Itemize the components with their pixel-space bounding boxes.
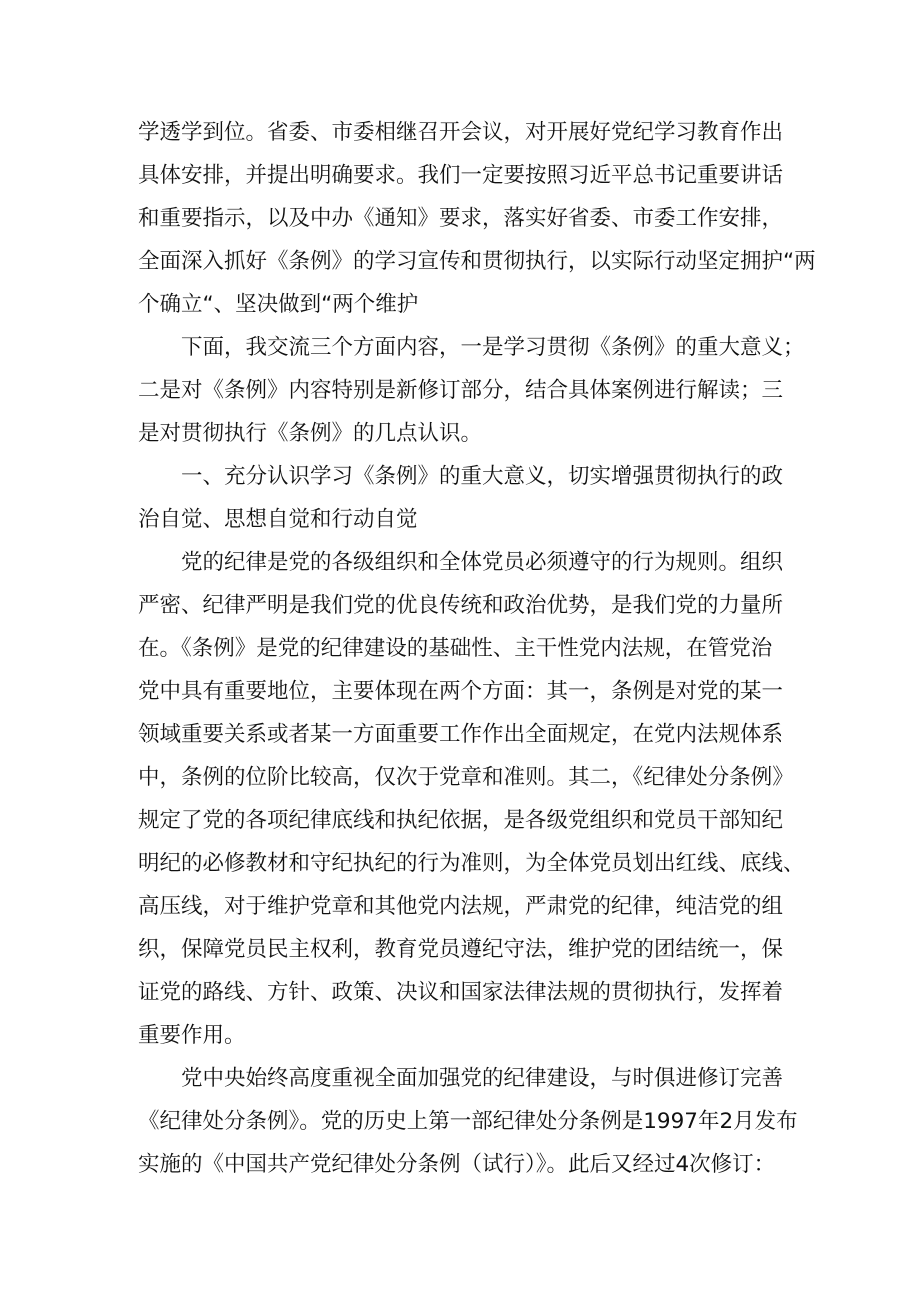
text-line: 是对贯彻执行《条例》的几点认识。 bbox=[138, 421, 483, 446]
section-heading-cont: 治自觉、思想自觉和行动自觉 bbox=[138, 507, 418, 532]
paragraph-first-line: 下面，我交流三个方面内容，一是学习贯彻《条例》的重大意义； bbox=[181, 335, 805, 360]
text-line: 领域重要关系或者某一方面重要工作作出全面规定，在党内法规体系 bbox=[138, 722, 784, 747]
section-heading: 一、充分认识学习《条例》的重大意义，切实增强贯彻执行的政 bbox=[181, 464, 784, 489]
text-line: 证党的路线、方针、政策、决议和国家法律法规的贯彻执行，发挥着 bbox=[138, 980, 784, 1005]
text-line: 严密、纪律严明是我们党的优良传统和政治优势，是我们党的力量所 bbox=[138, 593, 784, 618]
text-line: 和重要指示，以及中办《通知》要求，落实好省委、市委工作安排， bbox=[138, 206, 784, 231]
text-line: 具体安排，并提出明确要求。我们一定要按照习近平总书记重要讲话 bbox=[138, 163, 784, 188]
text-line: 实施的《中国共产党纪律处分条例（试行）》。此后又经过4次修订： bbox=[138, 1152, 776, 1177]
text-line: 高压线，对于维护党章和其他党内法规，严肃党的纪律，纯洁党的组 bbox=[138, 894, 784, 919]
text-line: 全面深入抓好《条例》的学习宣传和贯彻执行，以实际行动坚定拥护“两 bbox=[138, 249, 816, 274]
paragraph-first-line: 党中央始终高度重视全面加强党的纪律建设，与时俱进修订完善 bbox=[181, 1066, 784, 1091]
text-line: 学透学到位。省委、市委相继召开会议，对开展好党纪学习教育作出 bbox=[138, 120, 784, 145]
paragraph-first-line: 党的纪律是党的各级组织和全体党员必须遵守的行为规则。组织 bbox=[181, 550, 784, 575]
text-line: 《纪律处分条例》。党的历史上第一部纪律处分条例是1997年2月发布 bbox=[138, 1109, 798, 1134]
text-line: 规定了党的各项纪律底线和执纪依据，是各级党组织和党员干部知纪 bbox=[138, 808, 784, 833]
text-line: 织，保障党员民主权利，教育党员遵纪守法，维护党的团结统一，保 bbox=[138, 937, 784, 962]
text-line: 中，条例的位阶比较高，仅次于党章和准则。其二，《纪律处分条例》 bbox=[138, 765, 794, 790]
text-line: 二是对《条例》内容特别是新修订部分，结合具体案例进行解读；三 bbox=[138, 378, 784, 403]
text-line: 重要作用。 bbox=[138, 1023, 246, 1048]
text-line: 在。《条例》是党的纪律建设的基础性、主干性党内法规，在管党治 bbox=[138, 636, 773, 661]
text-line: 党中具有重要地位，主要体现在两个方面：其一，条例是对党的某一 bbox=[138, 679, 784, 704]
text-line: 明纪的必修教材和守纪执纪的行为准则，为全体党员划出红线、底线、 bbox=[138, 851, 805, 876]
text-line: 个确立“、坚决做到“两个维护 bbox=[138, 292, 419, 317]
